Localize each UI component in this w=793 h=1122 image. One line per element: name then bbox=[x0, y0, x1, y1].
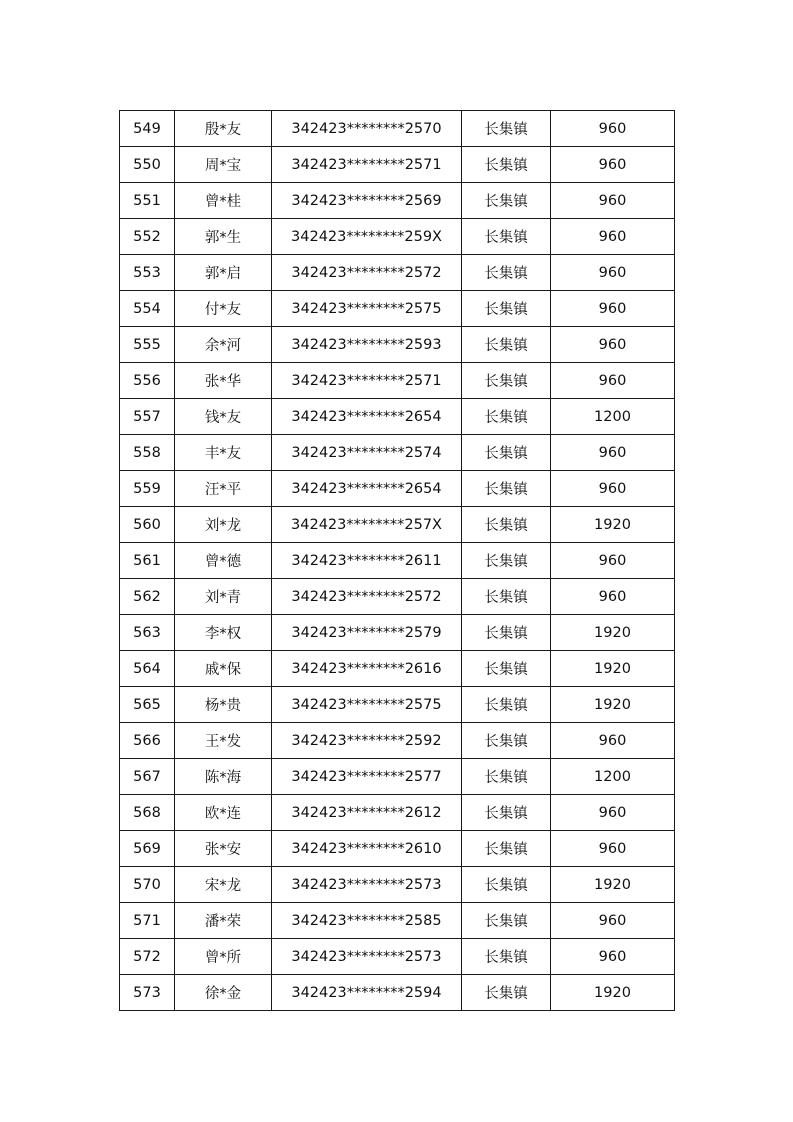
id-number-cell: 342423********2570 bbox=[272, 111, 462, 147]
town-cell: 长集镇 bbox=[462, 363, 551, 399]
name-cell: 余*河 bbox=[175, 327, 272, 363]
table-row bbox=[120, 939, 675, 975]
town-cell: 长集镇 bbox=[462, 327, 551, 363]
amount-cell: 960 bbox=[551, 291, 675, 327]
town-cell: 长集镇 bbox=[462, 723, 551, 759]
amount-cell: 960 bbox=[551, 723, 675, 759]
name-cell: 汪*平 bbox=[175, 471, 272, 507]
town-cell: 长集镇 bbox=[462, 399, 551, 435]
amount-cell: 960 bbox=[551, 219, 675, 255]
name-cell: 郭*启 bbox=[175, 255, 272, 291]
id-number-cell: 342423********2569 bbox=[272, 183, 462, 219]
id-number-cell: 342423********2612 bbox=[272, 795, 462, 831]
town-cell: 长集镇 bbox=[462, 507, 551, 543]
amount-cell: 1920 bbox=[551, 507, 675, 543]
table-row bbox=[120, 327, 675, 363]
amount-cell: 960 bbox=[551, 543, 675, 579]
table-row bbox=[120, 723, 675, 759]
row-number-cell: 567 bbox=[120, 759, 175, 795]
table-row bbox=[120, 147, 675, 183]
town-cell: 长集镇 bbox=[462, 183, 551, 219]
town-cell: 长集镇 bbox=[462, 903, 551, 939]
id-number-cell: 342423********2573 bbox=[272, 939, 462, 975]
table-row bbox=[120, 687, 675, 723]
records-table bbox=[119, 110, 675, 1011]
name-cell: 杨*贵 bbox=[175, 687, 272, 723]
id-number-cell: 342423********2575 bbox=[272, 687, 462, 723]
amount-cell: 960 bbox=[551, 183, 675, 219]
amount-cell: 960 bbox=[551, 111, 675, 147]
amount-cell: 1920 bbox=[551, 867, 675, 903]
row-number-cell: 560 bbox=[120, 507, 175, 543]
id-number-cell: 342423********2572 bbox=[272, 579, 462, 615]
table-row bbox=[120, 363, 675, 399]
row-number-cell: 571 bbox=[120, 903, 175, 939]
row-number-cell: 557 bbox=[120, 399, 175, 435]
table-row bbox=[120, 291, 675, 327]
name-cell: 欧*连 bbox=[175, 795, 272, 831]
town-cell: 长集镇 bbox=[462, 219, 551, 255]
row-number-cell: 549 bbox=[120, 111, 175, 147]
table-row bbox=[120, 183, 675, 219]
table-row bbox=[120, 903, 675, 939]
id-number-cell: 342423********2594 bbox=[272, 975, 462, 1011]
id-number-cell: 342423********2654 bbox=[272, 471, 462, 507]
table-row bbox=[120, 255, 675, 291]
town-cell: 长集镇 bbox=[462, 147, 551, 183]
row-number-cell: 558 bbox=[120, 435, 175, 471]
name-cell: 徐*金 bbox=[175, 975, 272, 1011]
table-row bbox=[120, 651, 675, 687]
row-number-cell: 573 bbox=[120, 975, 175, 1011]
amount-cell: 1920 bbox=[551, 687, 675, 723]
row-number-cell: 552 bbox=[120, 219, 175, 255]
id-number-cell: 342423********2579 bbox=[272, 615, 462, 651]
name-cell: 潘*荣 bbox=[175, 903, 272, 939]
town-cell: 长集镇 bbox=[462, 759, 551, 795]
name-cell: 付*友 bbox=[175, 291, 272, 327]
name-cell: 曾*所 bbox=[175, 939, 272, 975]
amount-cell: 960 bbox=[551, 471, 675, 507]
id-number-cell: 342423********2593 bbox=[272, 327, 462, 363]
amount-cell: 960 bbox=[551, 903, 675, 939]
id-number-cell: 342423********2610 bbox=[272, 831, 462, 867]
town-cell: 长集镇 bbox=[462, 255, 551, 291]
row-number-cell: 550 bbox=[120, 147, 175, 183]
name-cell: 陈*海 bbox=[175, 759, 272, 795]
amount-cell: 1200 bbox=[551, 399, 675, 435]
name-cell: 刘*青 bbox=[175, 579, 272, 615]
row-number-cell: 570 bbox=[120, 867, 175, 903]
town-cell: 长集镇 bbox=[462, 615, 551, 651]
row-number-cell: 569 bbox=[120, 831, 175, 867]
row-number-cell: 555 bbox=[120, 327, 175, 363]
table-row bbox=[120, 399, 675, 435]
table-row bbox=[120, 867, 675, 903]
town-cell: 长集镇 bbox=[462, 831, 551, 867]
town-cell: 长集镇 bbox=[462, 291, 551, 327]
row-number-cell: 563 bbox=[120, 615, 175, 651]
id-number-cell: 342423********2573 bbox=[272, 867, 462, 903]
row-number-cell: 556 bbox=[120, 363, 175, 399]
id-number-cell: 342423********2572 bbox=[272, 255, 462, 291]
amount-cell: 1200 bbox=[551, 759, 675, 795]
name-cell: 张*安 bbox=[175, 831, 272, 867]
amount-cell: 1920 bbox=[551, 651, 675, 687]
table-row bbox=[120, 795, 675, 831]
amount-cell: 1920 bbox=[551, 975, 675, 1011]
town-cell: 长集镇 bbox=[462, 435, 551, 471]
town-cell: 长集镇 bbox=[462, 867, 551, 903]
amount-cell: 1920 bbox=[551, 615, 675, 651]
town-cell: 长集镇 bbox=[462, 471, 551, 507]
name-cell: 曾*德 bbox=[175, 543, 272, 579]
name-cell: 殷*友 bbox=[175, 111, 272, 147]
name-cell: 张*华 bbox=[175, 363, 272, 399]
id-number-cell: 342423********2654 bbox=[272, 399, 462, 435]
name-cell: 宋*龙 bbox=[175, 867, 272, 903]
row-number-cell: 562 bbox=[120, 579, 175, 615]
id-number-cell: 342423********2571 bbox=[272, 363, 462, 399]
row-number-cell: 572 bbox=[120, 939, 175, 975]
id-number-cell: 342423********257X bbox=[272, 507, 462, 543]
name-cell: 刘*龙 bbox=[175, 507, 272, 543]
town-cell: 长集镇 bbox=[462, 687, 551, 723]
table-row bbox=[120, 219, 675, 255]
amount-cell: 960 bbox=[551, 579, 675, 615]
row-number-cell: 551 bbox=[120, 183, 175, 219]
amount-cell: 960 bbox=[551, 147, 675, 183]
amount-cell: 960 bbox=[551, 831, 675, 867]
row-number-cell: 564 bbox=[120, 651, 175, 687]
row-number-cell: 561 bbox=[120, 543, 175, 579]
town-cell: 长集镇 bbox=[462, 579, 551, 615]
id-number-cell: 342423********2616 bbox=[272, 651, 462, 687]
name-cell: 郭*生 bbox=[175, 219, 272, 255]
table-row bbox=[120, 579, 675, 615]
table-row bbox=[120, 831, 675, 867]
id-number-cell: 342423********2571 bbox=[272, 147, 462, 183]
id-number-cell: 342423********2577 bbox=[272, 759, 462, 795]
table-row bbox=[120, 507, 675, 543]
table-row bbox=[120, 111, 675, 147]
row-number-cell: 553 bbox=[120, 255, 175, 291]
table-row bbox=[120, 615, 675, 651]
id-number-cell: 342423********2592 bbox=[272, 723, 462, 759]
town-cell: 长集镇 bbox=[462, 543, 551, 579]
table-row bbox=[120, 975, 675, 1011]
amount-cell: 960 bbox=[551, 255, 675, 291]
table-row bbox=[120, 471, 675, 507]
row-number-cell: 554 bbox=[120, 291, 175, 327]
id-number-cell: 342423********2574 bbox=[272, 435, 462, 471]
id-number-cell: 342423********2611 bbox=[272, 543, 462, 579]
name-cell: 王*发 bbox=[175, 723, 272, 759]
table-row bbox=[120, 543, 675, 579]
name-cell: 钱*友 bbox=[175, 399, 272, 435]
name-cell: 周*宝 bbox=[175, 147, 272, 183]
row-number-cell: 566 bbox=[120, 723, 175, 759]
id-number-cell: 342423********2575 bbox=[272, 291, 462, 327]
amount-cell: 960 bbox=[551, 939, 675, 975]
table-row bbox=[120, 759, 675, 795]
town-cell: 长集镇 bbox=[462, 651, 551, 687]
amount-cell: 960 bbox=[551, 363, 675, 399]
records-body bbox=[120, 111, 675, 1011]
row-number-cell: 568 bbox=[120, 795, 175, 831]
name-cell: 李*权 bbox=[175, 615, 272, 651]
id-number-cell: 342423********259X bbox=[272, 219, 462, 255]
town-cell: 长集镇 bbox=[462, 111, 551, 147]
row-number-cell: 559 bbox=[120, 471, 175, 507]
table-row bbox=[120, 435, 675, 471]
id-number-cell: 342423********2585 bbox=[272, 903, 462, 939]
row-number-cell: 565 bbox=[120, 687, 175, 723]
town-cell: 长集镇 bbox=[462, 939, 551, 975]
amount-cell: 960 bbox=[551, 327, 675, 363]
town-cell: 长集镇 bbox=[462, 795, 551, 831]
name-cell: 曾*桂 bbox=[175, 183, 272, 219]
town-cell: 长集镇 bbox=[462, 975, 551, 1011]
amount-cell: 960 bbox=[551, 795, 675, 831]
amount-cell: 960 bbox=[551, 435, 675, 471]
name-cell: 丰*友 bbox=[175, 435, 272, 471]
name-cell: 戚*保 bbox=[175, 651, 272, 687]
